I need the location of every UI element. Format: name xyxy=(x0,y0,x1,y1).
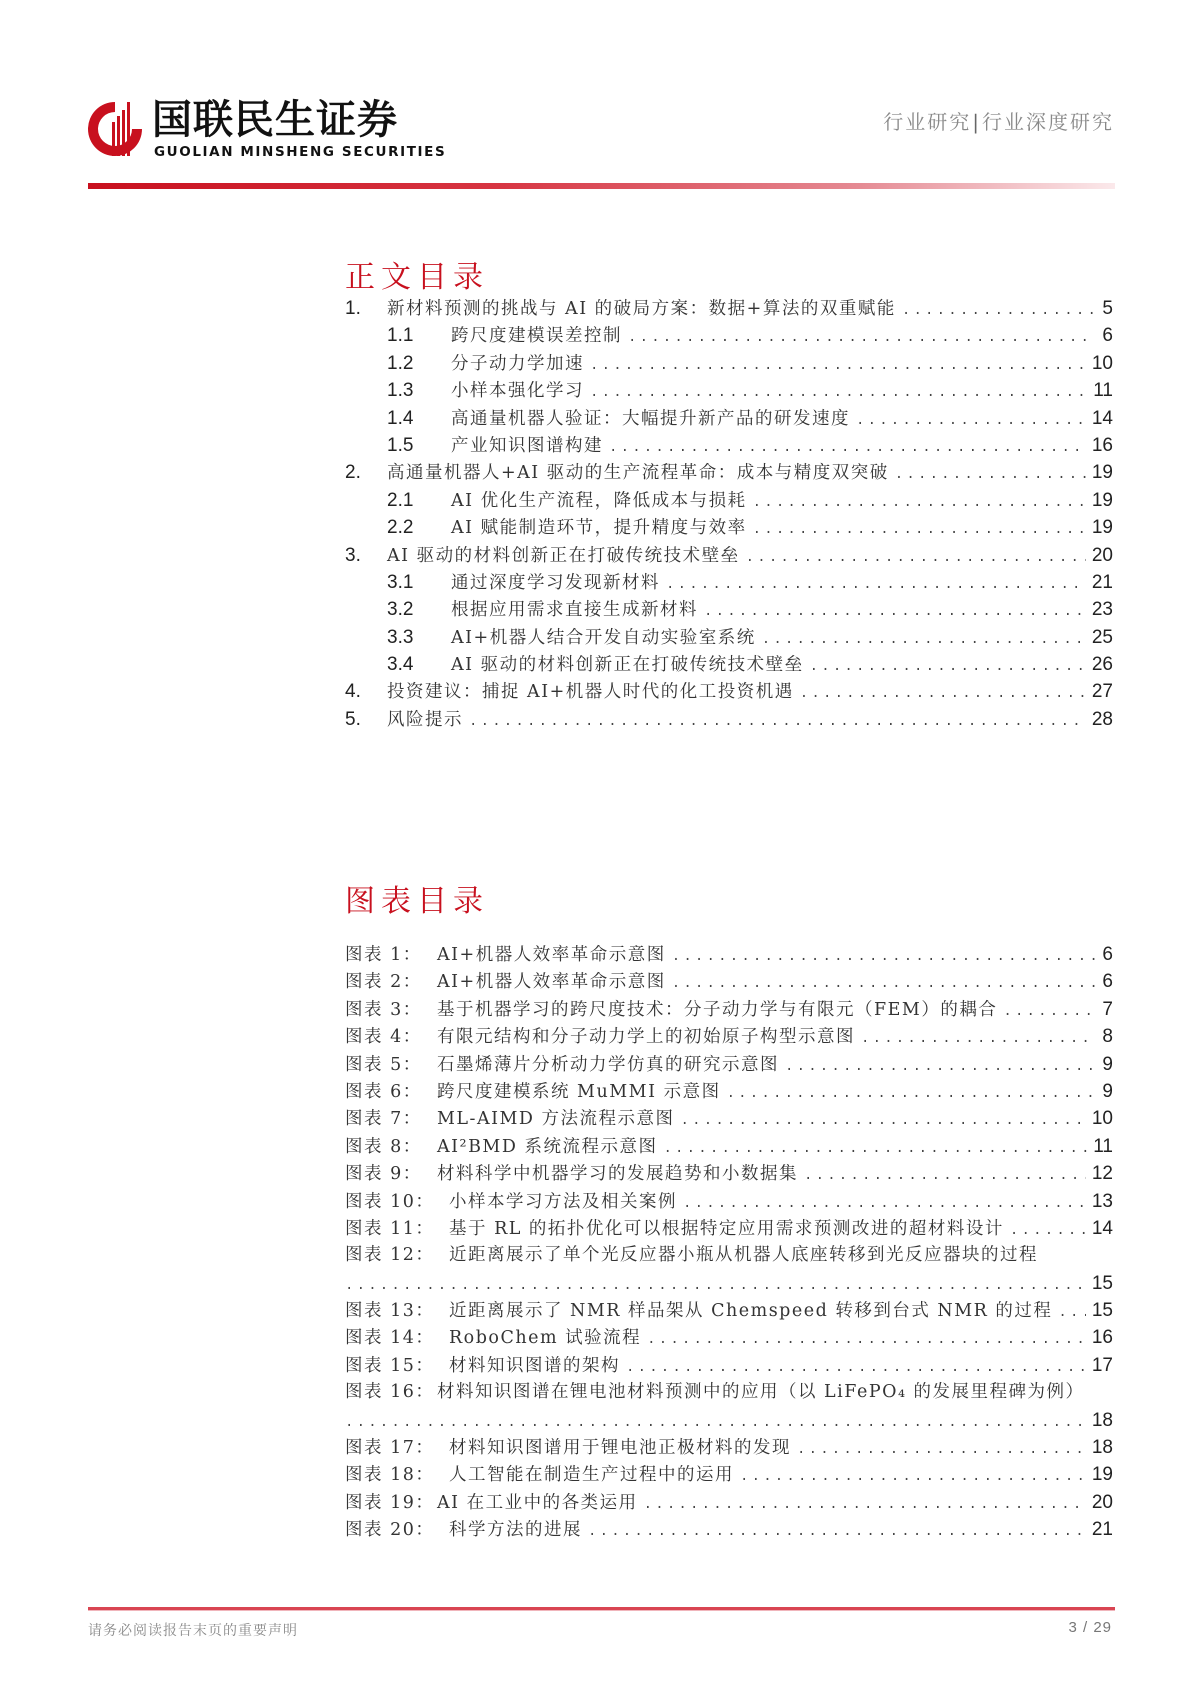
brand-name-cn: 国联民生证券 xyxy=(152,97,398,143)
figures-title: 图表目录 xyxy=(345,884,489,919)
toc-entry[interactable]: 2.2 AI 赋能制造环节，提升精度与效率 ..... 19 xyxy=(345,514,1113,541)
figure-entry[interactable]: 图表 13： 近距离展示了 NMR 样品架从 Chemspeed 转移到台式 NMR 的过程 ..... 15 xyxy=(345,1297,1113,1324)
report-category xyxy=(883,106,1114,135)
dot-leader xyxy=(797,1437,1086,1464)
toc-entry[interactable]: 1.1 跨尺度建模误差控制 ..... 6 xyxy=(345,322,1113,349)
figure-entry-continuation[interactable]: ..... 18 xyxy=(345,1407,1113,1434)
company-logo xyxy=(86,96,476,166)
figure-entry[interactable]: 图表 10： 小样本学习方法及相关案例 ..... 13 xyxy=(345,1188,1113,1215)
dot-leader xyxy=(800,681,1086,708)
footer-divider xyxy=(88,1607,1115,1610)
figure-entry[interactable]: 图表 18： 人工智能在制造生产过程中的运用 ..... 19 xyxy=(345,1461,1113,1488)
toc-entry[interactable]: 3.3 AI+机器人结合开发自动实验室系统 ..... 25 xyxy=(345,624,1113,651)
dot-leader xyxy=(666,572,1086,599)
dot-leader xyxy=(753,517,1086,544)
dot-leader xyxy=(1003,999,1095,1026)
figure-entry[interactable]: 图表 16： 材料知识图谱在锂电池材料预测中的应用（以 LiFePO₄ 的发展里程碑为例） xyxy=(345,1382,1085,1403)
figure-entry[interactable]: 图表 12： 近距离展示了单个光反应器小瓶从机器人底座转移到光反应器块的过程 xyxy=(345,1245,1038,1266)
dot-leader xyxy=(804,1163,1086,1190)
dot-leader xyxy=(1010,1218,1086,1245)
dot-leader xyxy=(588,1519,1086,1546)
header-divider xyxy=(88,183,1115,189)
toc-entry[interactable]: 3.2 根据应用需求直接生成新材料 ..... 23 xyxy=(345,596,1113,623)
dot-leader xyxy=(856,408,1086,435)
dot-leader xyxy=(345,1410,1086,1437)
page-indicator: 3 / 29 xyxy=(1068,1619,1112,1636)
dot-leader xyxy=(810,654,1086,681)
list-of-figures xyxy=(345,941,1113,1544)
dot-leader xyxy=(740,1464,1086,1491)
dot-leader xyxy=(902,298,1095,325)
figure-entry[interactable]: 图表 15： 材料知识图谱的架构 ..... 17 xyxy=(345,1352,1113,1379)
figure-entry[interactable]: 图表 1： AI+机器人效率革命示意图 ..... 6 xyxy=(345,941,1113,968)
figure-entry-continuation[interactable]: ..... 15 xyxy=(345,1270,1113,1297)
figure-entry[interactable]: 图表 17： 材料知识图谱用于锂电池正极材料的发现 ..... 18 xyxy=(345,1434,1113,1461)
figure-entry[interactable]: 图表 19： AI 在工业中的各类运用 ..... 20 xyxy=(345,1489,1113,1516)
subcategory-label: 行业深度研究 xyxy=(982,110,1114,134)
dot-leader xyxy=(704,599,1086,626)
toc-entry[interactable]: 1.2 分子动力学加速 ..... 10 xyxy=(345,350,1113,377)
dot-leader xyxy=(609,435,1086,462)
dot-leader xyxy=(753,490,1086,517)
dot-leader xyxy=(681,1108,1086,1135)
figure-entry[interactable]: 图表 8： AI²BMD 系统流程示意图 ..... 11 xyxy=(345,1133,1113,1160)
figure-entry[interactable]: 图表 11： 基于 RL 的拓扑优化可以根据特定应用需求预测改进的超材料设计 ..... 14 xyxy=(345,1215,1113,1242)
dot-leader xyxy=(628,325,1095,352)
category-label: 行业研究 xyxy=(883,110,972,134)
dot-leader xyxy=(727,1081,1095,1108)
table-of-contents xyxy=(345,295,1113,733)
figure-entry[interactable]: 图表 4： 有限元结构和分子动力学上的初始原子构型示意图 ..... 8 xyxy=(345,1023,1113,1050)
category-separator: | xyxy=(972,110,981,134)
figure-entry[interactable]: 图表 6： 跨尺度建模系统 MuMMI 示意图 ..... 9 xyxy=(345,1078,1113,1105)
toc-entry[interactable]: 2. 高通量机器人+AI 驱动的生产流程革命：成本与精度双突破 ..... 19 xyxy=(345,459,1113,486)
figure-entry[interactable]: 图表 14： RoboChem 试验流程 ..... 16 xyxy=(345,1324,1113,1351)
dot-leader xyxy=(1058,1300,1085,1327)
toc-entry[interactable]: 1.4 高通量机器人验证：大幅提升新产品的研发速度 ..... 14 xyxy=(345,405,1113,432)
toc-entry[interactable]: 3.1 通过深度学习发现新材料 ..... 21 xyxy=(345,569,1113,596)
toc-entry[interactable]: 1.3 小样本强化学习 ..... 11 xyxy=(345,377,1113,404)
toc-entry[interactable]: 3.4 AI 驱动的材料创新正在打破传统技术壁垒 ..... 26 xyxy=(345,651,1113,678)
dot-leader xyxy=(663,1136,1087,1163)
dot-leader xyxy=(895,462,1086,489)
figure-entry[interactable]: 图表 2： AI+机器人效率革命示意图 ..... 6 xyxy=(345,968,1113,995)
dot-leader xyxy=(644,1492,1086,1519)
figure-entry[interactable]: 图表 7： ML-AIMD 方法流程示意图 ..... 10 xyxy=(345,1105,1113,1132)
toc-entry[interactable]: 1. 新材料预测的挑战与 AI 的破局方案：数据+算法的双重赋能 ..... 5 xyxy=(345,295,1113,322)
figure-entry[interactable]: 图表 9： 材料科学中机器学习的发展趋势和小数据集 ..... 12 xyxy=(345,1160,1113,1187)
dot-leader xyxy=(746,545,1086,572)
dot-leader xyxy=(861,1026,1095,1053)
toc-entry[interactable]: 1.5 产业知识图谱构建 ..... 16 xyxy=(345,432,1113,459)
toc-entry[interactable]: 2.1 AI 优化生产流程，降低成本与损耗 ..... 19 xyxy=(345,487,1113,514)
toc-title: 正文目录 xyxy=(345,260,489,295)
dot-leader xyxy=(626,1355,1086,1382)
dot-leader xyxy=(647,1327,1086,1354)
dot-leader xyxy=(672,971,1095,998)
brand-name-en: GUOLIAN MINSHENG SECURITIES xyxy=(154,144,447,160)
toc-entry[interactable]: 5. 风险提示 ..... 28 xyxy=(345,706,1113,733)
dot-leader xyxy=(469,709,1086,736)
dot-leader xyxy=(785,1054,1095,1081)
figure-entry[interactable]: 图表 3： 基于机器学习的跨尺度技术：分子动力学与有限元（FEM）的耦合 ..... 7 xyxy=(345,996,1113,1023)
dot-leader xyxy=(590,380,1087,407)
logo-emblem-icon xyxy=(86,98,144,160)
toc-entry[interactable]: 4. 投资建议：捕捉 AI+机器人时代的化工投资机遇 ..... 27 xyxy=(345,678,1113,705)
dot-leader xyxy=(683,1191,1086,1218)
dot-leader xyxy=(672,944,1095,971)
dot-leader xyxy=(762,627,1086,654)
dot-leader xyxy=(345,1273,1086,1300)
figure-entry[interactable]: 图表 20： 科学方法的进展 ..... 21 xyxy=(345,1516,1113,1543)
toc-entry[interactable]: 3. AI 驱动的材料创新正在打破传统技术壁垒 ..... 20 xyxy=(345,542,1113,569)
figure-entry[interactable]: 图表 5： 石墨烯薄片分析动力学仿真的研究示意图 ..... 9 xyxy=(345,1051,1113,1078)
dot-leader xyxy=(590,353,1086,380)
disclaimer-note: 请务必阅读报告末页的重要声明 xyxy=(88,1623,298,1639)
